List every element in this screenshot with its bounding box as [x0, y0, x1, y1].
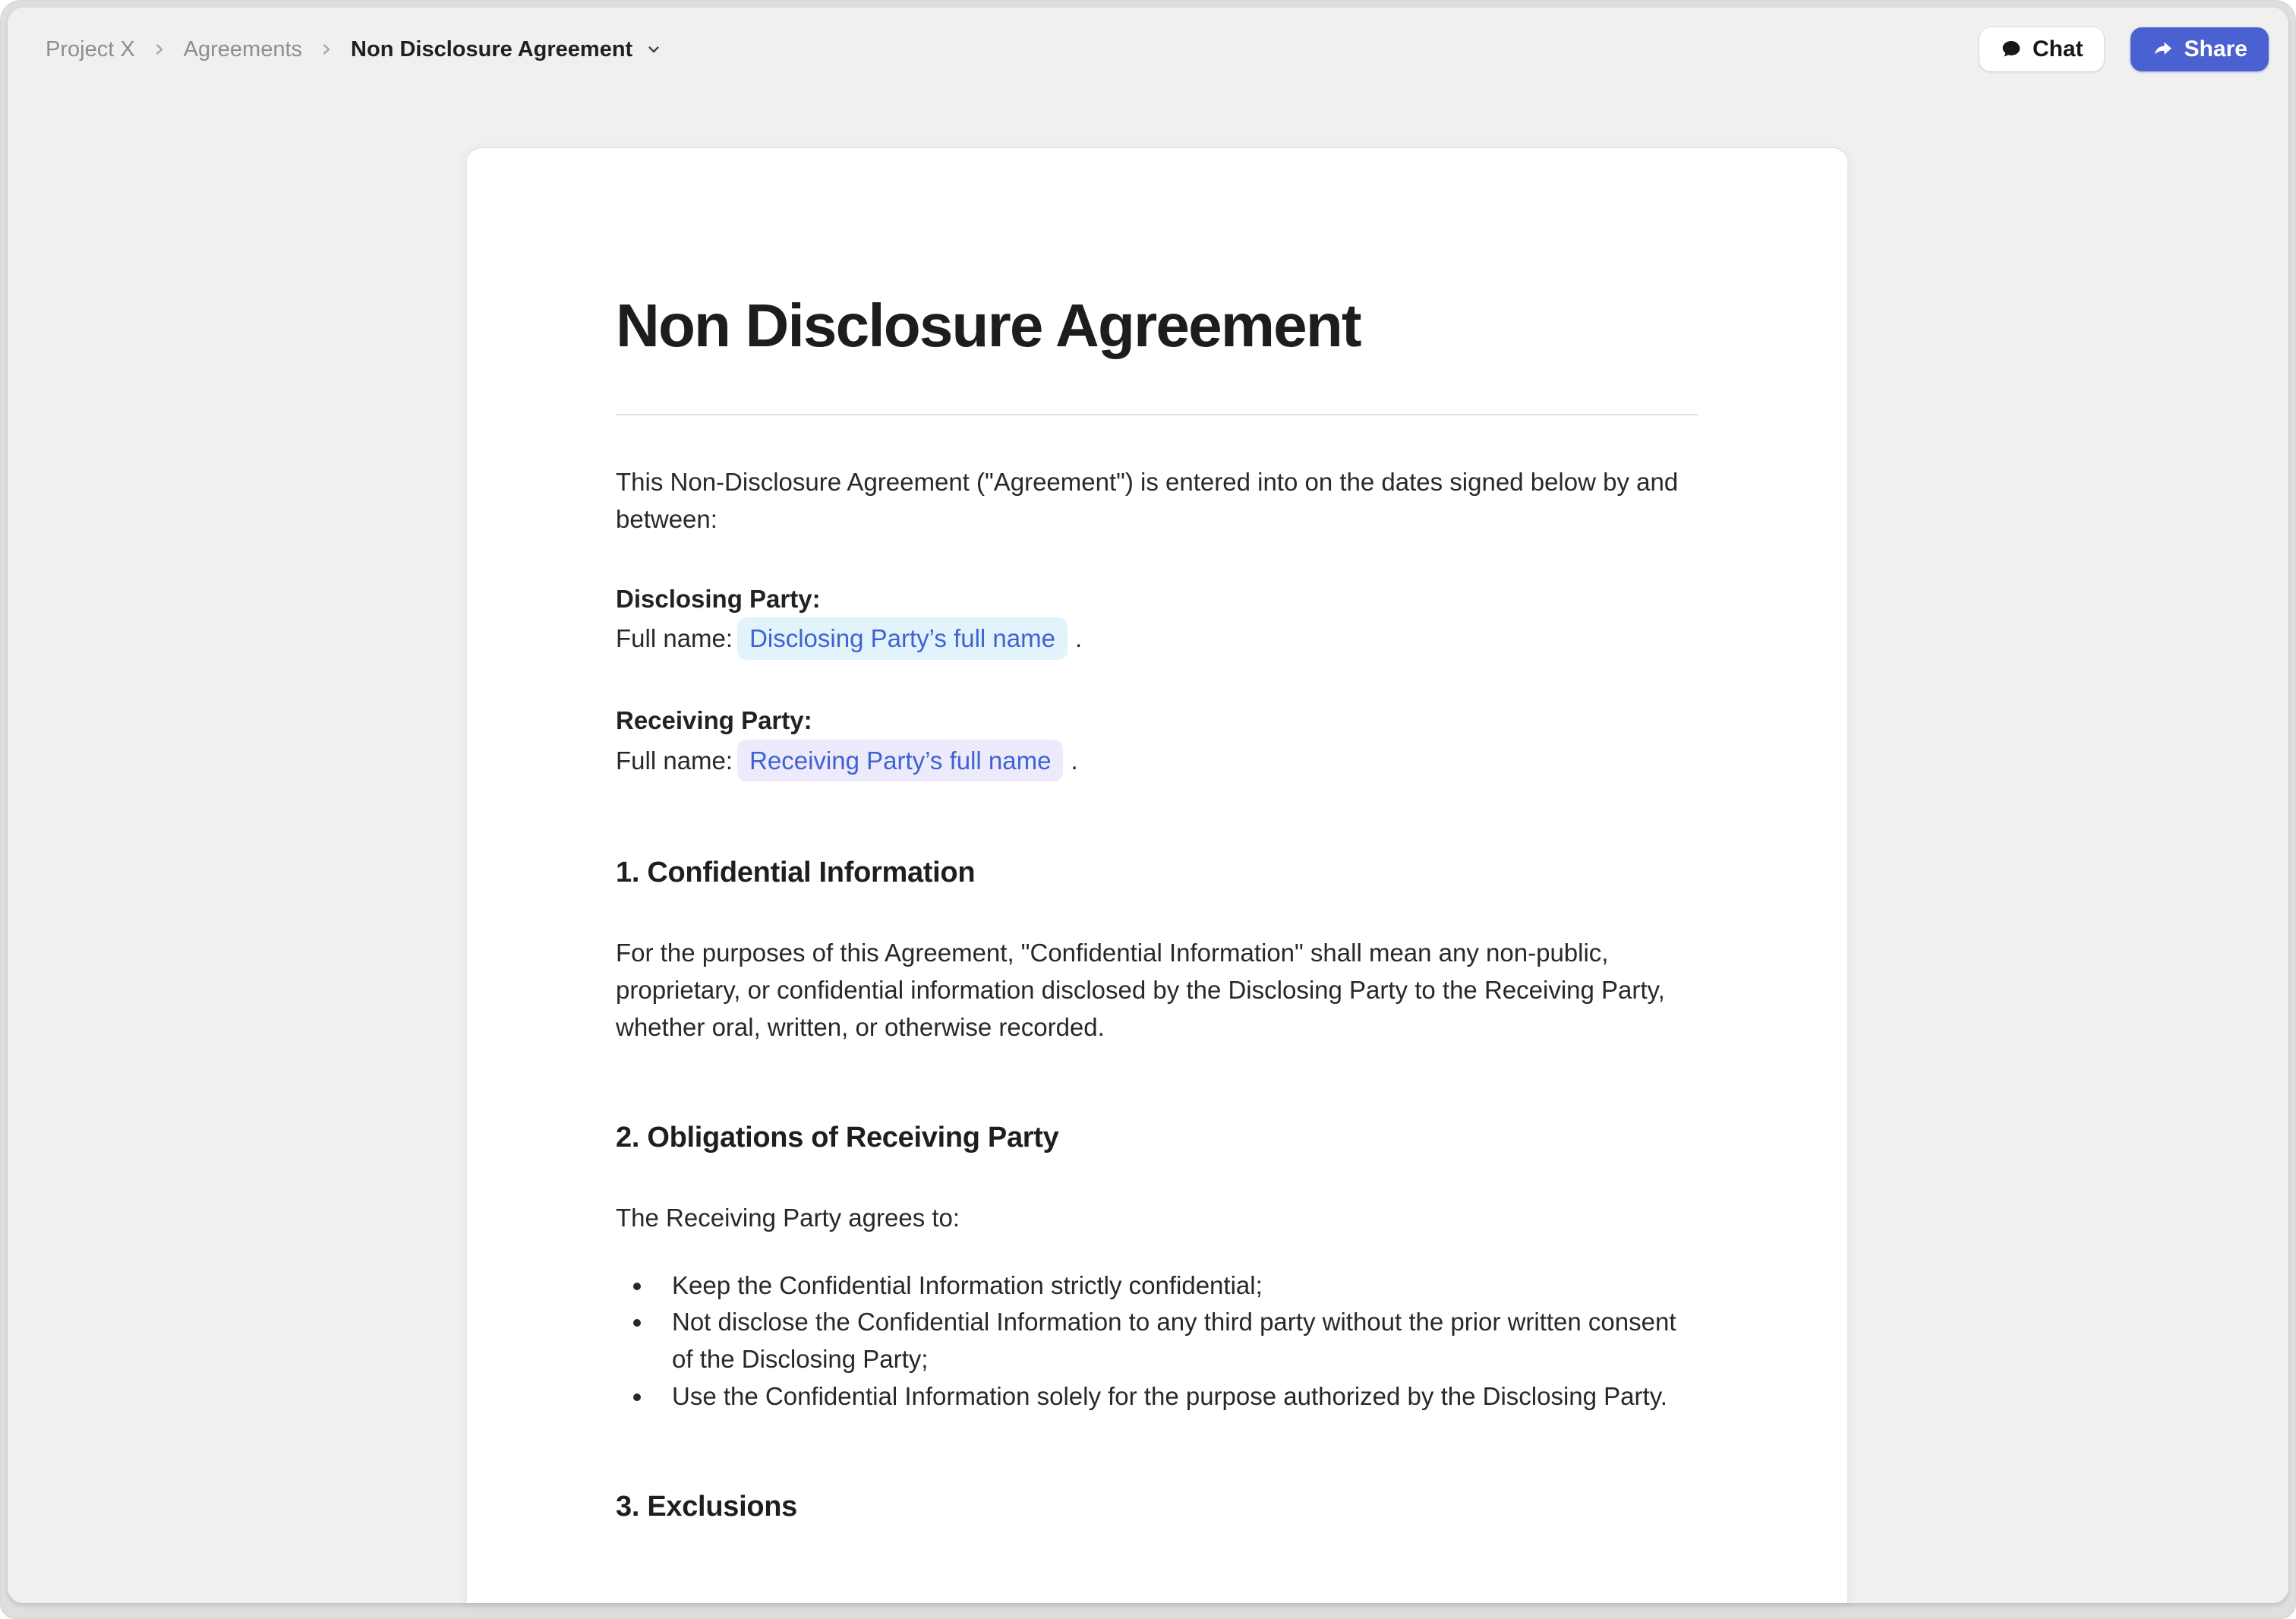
- disclosing-party-name-field[interactable]: Disclosing Party’s full name: [737, 617, 1068, 659]
- document-body[interactable]: [467, 148, 1847, 1619]
- document-title: Non Disclosure Agreement: [616, 292, 1361, 359]
- document-card: [466, 147, 1848, 1603]
- section-2-lead: The Receiving Party agrees to:: [616, 1203, 960, 1232]
- breadcrumb: [46, 37, 663, 62]
- breadcrumb-current-dropdown[interactable]: [351, 37, 663, 62]
- disclosing-party-field-line: [616, 617, 1698, 659]
- share-arrow-icon: [2152, 38, 2175, 61]
- section-1-paragraph: For the purposes of this Agreement, "Confidential Information" shall mean any non-public, proprietary, or confidential information disclosed by the Disclosing Party to the Receiving Party, whether oral, written, or otherwise recorded.: [616, 939, 1665, 1041]
- section-2-heading: 2. Obligations of Receiving Party: [616, 1121, 1059, 1153]
- receiving-party-field-line: [616, 740, 1698, 781]
- chevron-right-icon: [319, 42, 334, 57]
- title-divider: [616, 414, 1698, 415]
- chat-button[interactable]: [1979, 27, 2104, 71]
- full-name-label: Full name:: [616, 746, 733, 775]
- chevron-down-icon: [645, 40, 663, 58]
- obligations-list: [616, 1267, 1698, 1415]
- section-3-heading: 3. Exclusions: [616, 1490, 797, 1523]
- intro-paragraph: This Non-Disclosure Agreement ("Agreement") is entered into on the dates signed below by and between:: [616, 468, 1679, 533]
- main-panel: [8, 8, 2288, 1603]
- full-name-label: Full name:: [616, 624, 733, 653]
- top-bar: [8, 8, 2288, 91]
- share-button[interactable]: [2130, 27, 2269, 71]
- receiving-party-name-field[interactable]: Receiving Party’s full name: [737, 740, 1063, 781]
- field-suffix: .: [1074, 624, 1083, 653]
- receiving-party-block: [616, 702, 1698, 781]
- list-item: • Keep the Confidential Information strictly confidential;: [654, 1267, 1698, 1305]
- breadcrumb-item-project[interactable]: Project X: [46, 36, 135, 62]
- section-1-heading: 1. Confidential Information: [616, 856, 976, 888]
- disclosing-party-label: Disclosing Party:: [616, 584, 821, 613]
- field-suffix: .: [1071, 746, 1078, 775]
- chat-bubble-icon: [2000, 38, 2023, 61]
- breadcrumb-current-label: Non Disclosure Agreement: [351, 36, 633, 62]
- receiving-party-label: Receiving Party:: [616, 705, 812, 734]
- chevron-right-icon: [152, 42, 167, 57]
- chat-button-label: Chat: [2032, 36, 2083, 62]
- section-confidential-information: [616, 851, 1698, 1046]
- breadcrumb-item-agreements[interactable]: Agreements: [183, 36, 303, 62]
- list-item: • Not disclose the Confidential Information to any third party without the prior written consent of the Disclosing Party;: [654, 1304, 1698, 1378]
- share-button-label: Share: [2184, 36, 2247, 62]
- section-obligations: [616, 1116, 1698, 1415]
- section-exclusions: [616, 1485, 1698, 1528]
- list-item: • Use the Confidential Information solely for the purpose authorized by the Disclosing Party.: [654, 1378, 1698, 1415]
- disclosing-party-block: [616, 581, 1698, 660]
